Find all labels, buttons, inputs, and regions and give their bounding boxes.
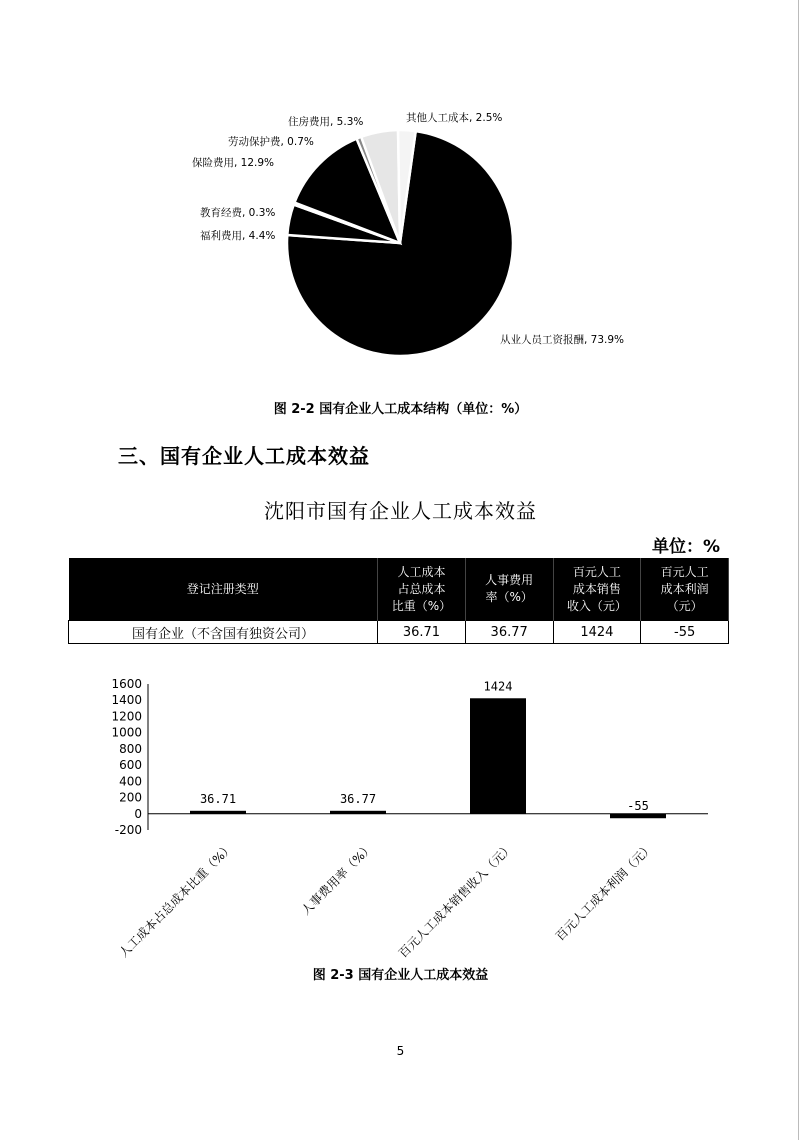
- y-tick-label: 800: [119, 741, 142, 756]
- header-personnel-rate: [465, 558, 553, 621]
- bar-value-label: 1424: [483, 679, 513, 694]
- header-line: 百元人工: [572, 564, 621, 579]
- x-category-label: 人事费用率（%）: [298, 840, 377, 918]
- cell-personnel-rate: 36.77: [465, 621, 553, 644]
- header-line: 收入（元）: [566, 598, 627, 613]
- table-row: [69, 621, 729, 644]
- header-line: 成本销售: [572, 581, 621, 596]
- pie-caption: 图 2-2 国有企业人工成本结构（单位：%）: [273, 402, 528, 417]
- bar: [470, 698, 526, 814]
- pie-chart: [160, 95, 680, 385]
- cell-profit-per-100: -55: [641, 621, 729, 644]
- header-line: 成本利润: [660, 581, 709, 596]
- cell-sales-per-100: 1424: [553, 621, 641, 644]
- header-line: 率（%）: [485, 590, 533, 604]
- y-tick-label: 1200: [111, 709, 142, 724]
- bar-value-label: 36.71: [199, 791, 237, 806]
- pie-slice-label: 住房费用, 5.3%: [288, 116, 364, 128]
- bar: [330, 811, 386, 814]
- bar-value-label: 36.77: [339, 791, 377, 806]
- header-line: （元）: [666, 598, 703, 613]
- cell-type: 国有企业（不含国有独资公司）: [69, 621, 378, 644]
- header-profit-per-100: [641, 558, 729, 621]
- bar-chart: [100, 672, 740, 972]
- pie-slice-label: 其他人工成本, 2.5%: [406, 112, 503, 124]
- x-category-label: 人工成本占总成本比重（%）: [116, 840, 237, 961]
- pie-slice-label: 保险费用, 12.9%: [192, 157, 275, 169]
- y-tick-label: 1400: [111, 693, 142, 708]
- bar-caption: 图 2-3 国有企业人工成本效益: [312, 968, 489, 983]
- table-header-row: [69, 558, 729, 621]
- y-tick-label: 0: [134, 806, 142, 821]
- y-tick-label: -200: [114, 823, 142, 837]
- x-category-label: 百元人工成本销售收入（元）: [395, 840, 517, 961]
- cell-cost-share: 36.71: [378, 621, 466, 644]
- y-tick-label: 200: [119, 790, 142, 805]
- header-line: 登记注册类型: [186, 581, 259, 596]
- bar: [610, 814, 666, 818]
- header-line: 比重（%）: [391, 598, 452, 613]
- x-category-label: 百元人工成本利润（元）: [552, 840, 657, 944]
- header-registration-type: [69, 558, 378, 621]
- pie-slice-label: 教育经费, 0.3%: [200, 207, 276, 219]
- header-line: 人事费用: [485, 573, 534, 587]
- benefit-table: [68, 558, 729, 644]
- bar: [190, 811, 246, 814]
- header-line: 人工成本: [397, 564, 446, 579]
- header-line: 百元人工: [660, 564, 709, 579]
- unit-label: 单位：%: [652, 537, 721, 557]
- page-number: 5: [396, 1044, 405, 1058]
- table-title: 沈阳市国有企业人工成本效益: [264, 499, 537, 523]
- y-tick-label: 1000: [111, 725, 142, 740]
- section-heading: 三、国有企业人工成本效益: [118, 444, 370, 468]
- bar-value-label: -55: [627, 798, 649, 813]
- y-tick-label: 400: [119, 774, 142, 789]
- y-tick-label: 600: [119, 758, 142, 773]
- y-tick-label: 1600: [111, 677, 142, 691]
- header-sales-per-100: [553, 558, 641, 621]
- pie-slice-label: 福利费用, 4.4%: [200, 230, 276, 242]
- pie-slice-label: 劳动保护费, 0.7%: [228, 136, 314, 148]
- header-line: 占总成本: [397, 581, 446, 596]
- pie-slice-label: 从业人员工资报酬, 73.9%: [500, 334, 625, 346]
- header-cost-share: [378, 558, 466, 621]
